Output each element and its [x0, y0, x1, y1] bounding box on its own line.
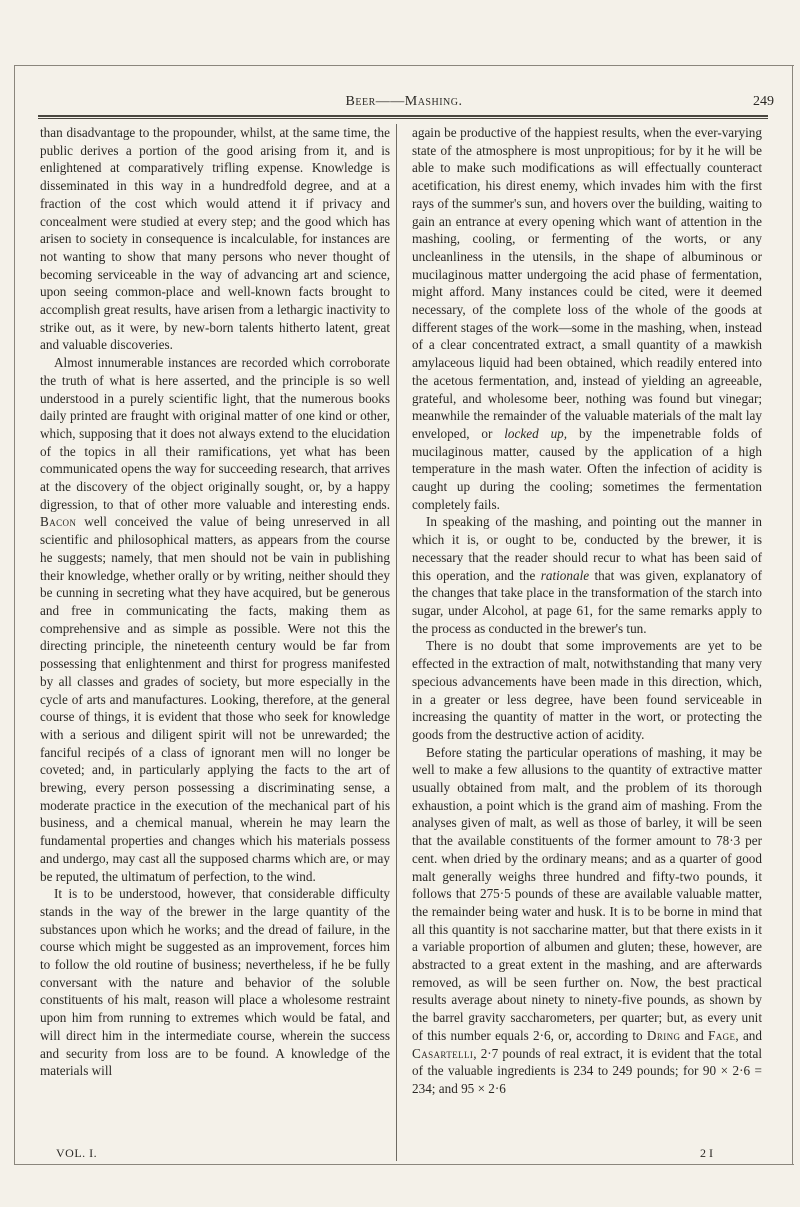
column-divider [396, 124, 397, 1161]
paragraph: There is no doubt that some improvements are yet to be effected in the extraction of malt, notwithstanding that many very specious advancements have been made in this direction, which, in a greater or less degree, have been found serviceable in increasing the quantity of matter in the wort, or protecting the goods from the destructive action of acidity. [412, 638, 762, 742]
page-frame-bottom [14, 1164, 794, 1165]
emphasis: locked up, [504, 425, 568, 441]
volume-mark: VOL. I. [56, 1146, 98, 1160]
paragraph: again be productive of the happiest results, when the ever-varying state of the atmosphere is most unpropitious; for by it he will be able to make such modifications as will effectually counteract acetification, his direst enemy, which invades him with the first rays of the summer's sun, and hovers over the building, waiting to gain an entrance at every opening which want of attention in the mashing, cooling, or fermenting of the worts, or any uncleanliness in the utensils, in the shape of albuminous or mucilaginous matter undergoing the acid phase of fermentation, might afford. Many instances could be cited, were it deemed necessary, of the complete loss of the whole of the goods at different stages of the work—some in the mashing, when, instead of a clear concentrated extract, a small quantity of a mawkish amylaceous liquid had been obtained, which readily entered into the acetous fermentation, and, instead of yielding an agreeable, grateful, and wholesome beer, nothing was found but vinegar; meanwhile the remainder of the valuable materials of the malt lay enveloped, or locked up, by the impenetrable folds of mucilaginous matter, caused by the application of a high temperature in the mash water. Often the infection of acidity is caught up during the cooling; sometimes the fermentation completely fails. [412, 125, 763, 512]
author-name-bacon: Bacon [40, 514, 77, 530]
page-number: 249 [753, 94, 774, 109]
author-name-fage: Fage [707, 1027, 736, 1043]
header-rule [38, 115, 768, 117]
author-name-casartelli: Casartelli [412, 1045, 474, 1061]
left-column [40, 124, 390, 1080]
running-head: Beer——Mashing. [345, 94, 463, 109]
author-name-dring: Dring [646, 1027, 681, 1043]
header-rule-thin [38, 118, 768, 119]
page-frame-left [14, 65, 15, 1165]
paragraph: Before stating the particular operations of mashing, it may be well to make a few allusions to the quantity of extractive matter usually obtained from malt, and the problem of its thorough exhaustion, a point which is the grand aim of mashing. From the analyses given of malt, as well as those of barley, it will be seen that the available constituents of the former amount to 78·3 per cent. when dried by the ordinary means; and as a quarter of good malt generally weighs three hundred and fifty-two pounds, it follows that 275·5 pounds of these are available valuable matter, the remainder being water and husk. It is to be borne in mind that all this quantity is not saccharine matter, but that there exists in it a variable proportion of albumen and gluten; these, however, are abstracted to a great extent in the mashing, and are afterwards removed, as will be seen further on. Now, the best practical results average about ninety to ninety-five pounds, as shown by the barrel gravity saccharometers, per quarter; but, as every unit of this number equals 2·6, or, according to Dring and Fage, and Casartelli, 2·7 pounds of real extract, it is evident that the total of the valuable ingredients is 234 to 249 pounds; for 90 × 2·6 = 234; and 95 × 2·6 [412, 744, 762, 1096]
right-column [412, 124, 762, 1098]
paragraph: It is to be understood, however, that considerable difficulty stands in the way of the brewer in the large quantity of the substances upon which he works; and the dread of failure, in the course which might be suggested as an improvement, forces him to follow the old routine of business; nevertheless, if he be fully conversant with the nature and behavior of the soluble constituents of his malt, reason will place a wholesome restraint upon him from running to extremes which would be fatal, and will direct him in the intermediate course, wherein the success and security from loss are to be found. A knowledge of the materials will [40, 886, 390, 1079]
page-header [30, 90, 778, 114]
paragraph: Almost innumerable instances are recorded which corroborate the truth of what is here asserted, and the principle is so well understood in a purely scientific light, that the numerous books daily printed are fraught with original matter of one kind or other, which, supposing that it does not always extend to the elucidation of the topics in all their ramifications, yet what has been communicated opens the way for succeeding research, that arrives at the discovery of the object originally sought, or, by a happy digression, to that of other more valuable and interesting ends. Bacon well conceived the value of being unreserved in all scientific and philosophical matters, as appears from the course he suggests; namely, that men should not be vain in publishing their knowledge, whether orally or by writing, neither should they be cunning in secreting what they have acquired, but be generous and free in communicating the facts, making them as comprehensive and as simple as possible. Were not this the directing principle, the nineteenth century would be far from possessing that enlightenment and thirst for progress manifested by all classes and grades of society, but more especially in the cycle of arts and manufactures. Looking, therefore, at the general course of things, it is evident that those who seek for knowledge with a serious and diligent spirit will not be unrewarded; the fanciful recipés of a class of ignorant men will no longer be coveted; and, in particularly applying the facts to the art of brewing, every person possessing a discriminating sense, a moderate practice in the execution of the mechanical part of his business, and a chemical manual, wherein he may learn the fundamental properties and changes which his materials possess and undergo, may cast all the supposed charms which are, or may be reputed, the ultimatum of perfection, to the wind. [40, 355, 390, 884]
emphasis: rationale [540, 567, 590, 583]
signature-mark: 2 I [700, 1146, 713, 1160]
paragraph: In speaking of the mashing, and pointing out the manner in which it is, or ought to be, conducted by the brewer, it is necessary that the reader should recur to what has been said of this operation, and the rationale that was given, explanatory of the changes that take place in the transformation of the starch into sugar, under Alcohol, at page 61, for the same remarks apply to the process as conducted in the brewer's tun. [412, 514, 762, 636]
page-frame-right [792, 65, 793, 1165]
page-frame-top [14, 65, 794, 66]
paragraph: than disadvantage to the propounder, whilst, at the same time, the public derives a portion of the good arising from it, and is enlightened at comparatively trifling expense. Knowledge is disseminated in this way in a hundredfold degree, and at a fraction of the cost which would attend it if privacy and concealment were studied at every step; and the good which has arisen to society in consequence is incalculable, for instances are not wanting to show that many persons who never thought of becoming serviceable in the way of advancing art and science, upon seeing common-place and well-known facts brought to accomplish great results, have arisen from a lethargic inactivity to strike out, as it were, by new-born talents hitherto latent, great and valuable discoveries. [40, 125, 390, 353]
